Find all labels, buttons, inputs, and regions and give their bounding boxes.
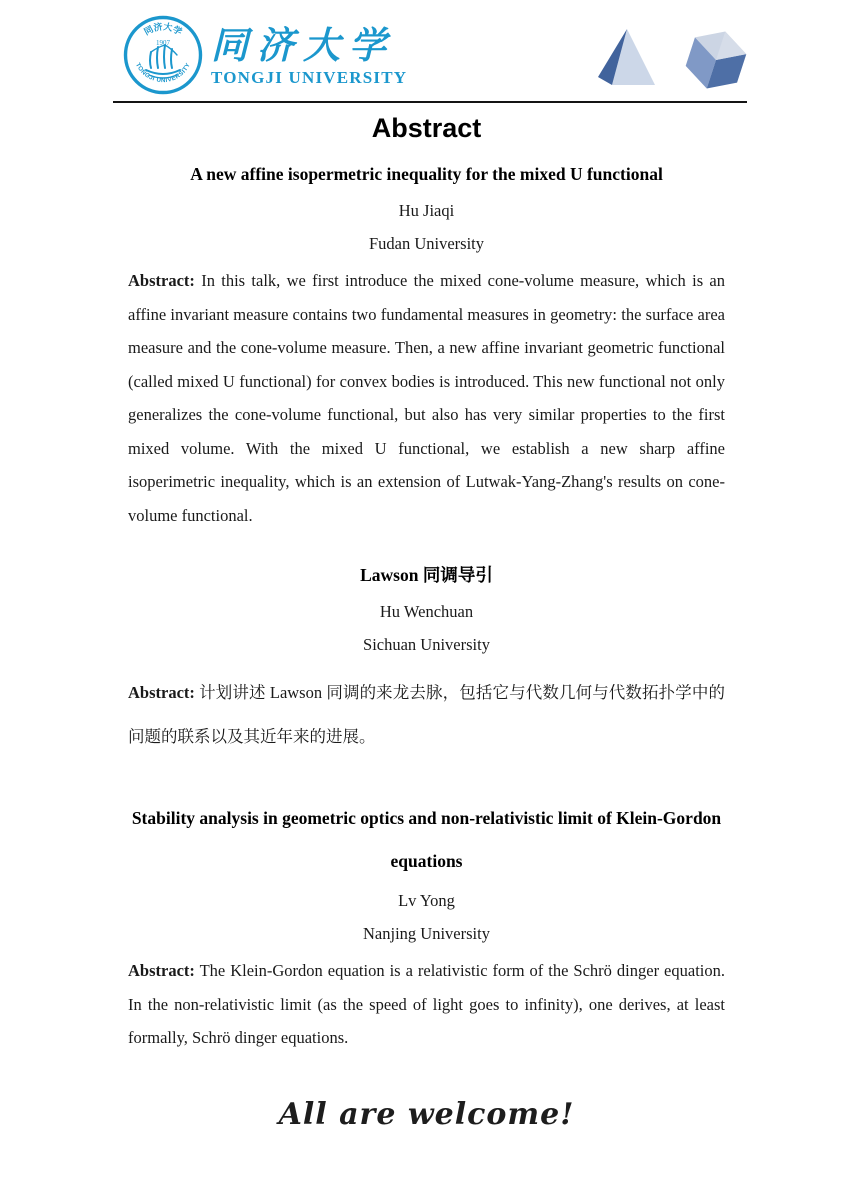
- tongji-logo: [122, 14, 407, 96]
- talk-section-3: [128, 797, 725, 1055]
- talk-title: A new affine isopermetric inequality for the mixed U functional: [190, 164, 663, 184]
- tongji-wordmark-cn: 同济大学: [211, 26, 395, 67]
- talk-affiliation: Nanjing University: [363, 924, 490, 943]
- document-body: [128, 111, 725, 1133]
- tongji-seal-icon: [122, 14, 204, 96]
- abstract-text: In this talk, we first introduce the mixed cone-volume measure, which is an affine invariant measure contains two fundamental measures in geometry: the surface area measure and the cone-volume measure. Then, a new affine invariant geometric functional (called mixed U functional) for convex bodies is introduced. This new functional not only generalizes the cone-volume functional, but also has very similar properties to the first mixed volume. With the mixed U functional, we establish a new sharp affine isoperimetric inequality, which is an extension of Lutwak-Yang-Zhang's results on cone-volume functional.: [128, 271, 725, 525]
- talk-abstract: [128, 671, 725, 759]
- tongji-wordmark-en: TONGJI UNIVERSITY: [211, 68, 408, 87]
- abstract-label: Abstract:: [128, 683, 195, 702]
- abstract-text: The Klein-Gordon equation is a relativistic form of the Schrö dinger equation. In the non-relativistic limit (as the speed of light goes to infinity), one derives, at least formally, Schrö dinger equations.: [128, 961, 725, 1047]
- svg-text:同济大学: [142, 21, 184, 37]
- talk-section-1: [128, 161, 725, 532]
- svg-text:TONGJI UNIVERSITY: [134, 61, 192, 84]
- talk-abstract: [128, 954, 725, 1055]
- abstract-label: Abstract:: [128, 961, 195, 980]
- talk-section-2: [128, 562, 725, 759]
- page-title: Abstract: [371, 113, 482, 143]
- talk-abstract: [128, 264, 725, 532]
- talk-title: Stability analysis in geometric optics and non-relativistic limit of Klein-Gordon equations: [131, 808, 722, 871]
- seal-dragon-boat-icon: [146, 45, 180, 78]
- rhombic-polyhedron-icon: [685, 26, 747, 94]
- header-divider: [113, 101, 747, 103]
- header-decorations: [595, 26, 747, 94]
- talk-affiliation: Sichuan University: [363, 635, 490, 654]
- abstract-text: 计划讲述 Lawson 同调的来龙去脉，包括它与代数几何与代数拓扑学中的问题的联系以及其近年来的进展。: [128, 683, 725, 746]
- seal-year-text: 1907: [156, 39, 170, 47]
- seal-top-text: 同济大学: [142, 21, 184, 38]
- tongji-wordmark: [211, 26, 407, 88]
- header: [0, 0, 853, 100]
- talk-speaker: Hu Jiaqi: [398, 201, 455, 220]
- talk-title: Lawson 同调导引: [360, 565, 493, 585]
- abstract-label: Abstract:: [128, 271, 195, 290]
- talk-affiliation: Fudan University: [368, 234, 485, 253]
- talk-speaker: Lv Yong: [398, 891, 455, 910]
- seal-bottom-text: TONGJI UNIVERSITY: [133, 61, 193, 85]
- tetrahedron-icon: [595, 26, 655, 90]
- welcome-message: All are welcome!: [278, 1096, 575, 1132]
- talk-speaker: Hu Wenchuan: [379, 602, 474, 621]
